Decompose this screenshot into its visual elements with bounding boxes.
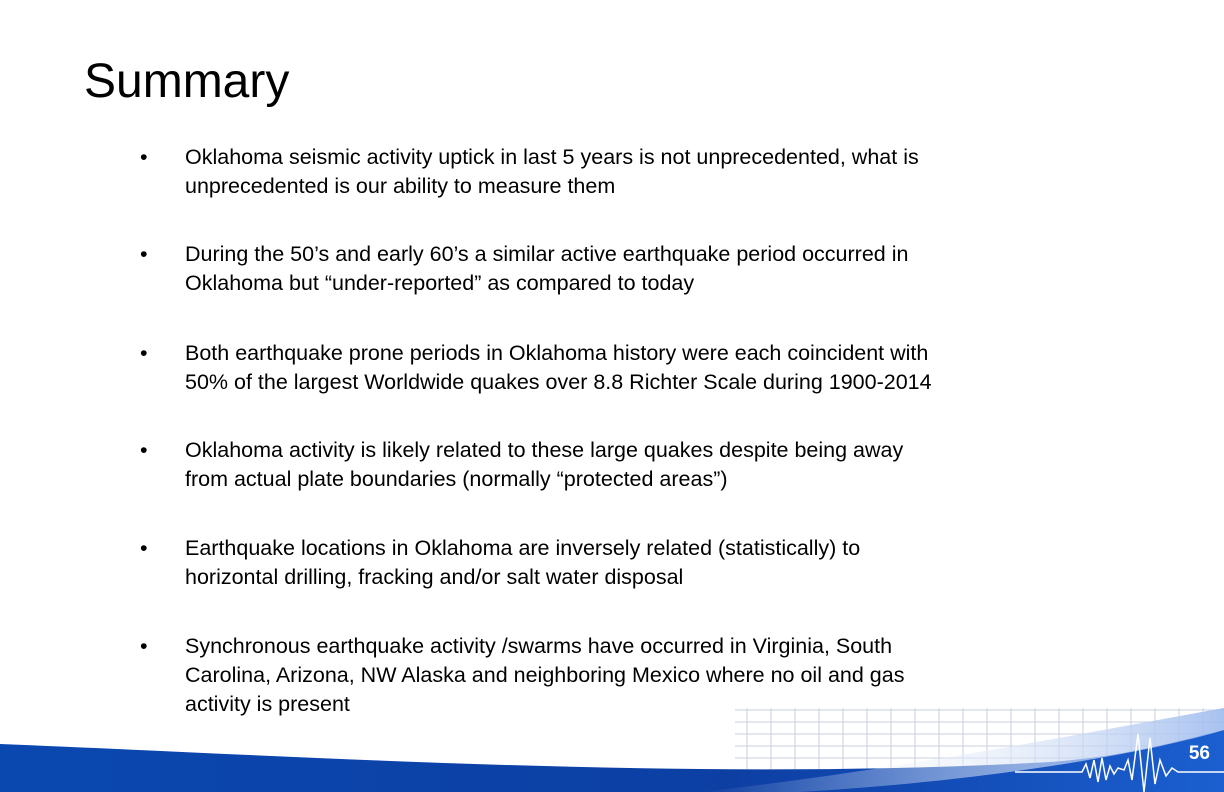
bullet-text: Synchronous earthquake activity /swarms have occurred in Virginia, South Carolina, Arizona, NW Alaska and neighboring Mexico where no oil and gas activity is present xyxy=(185,634,905,716)
bullet-marker: • xyxy=(140,438,148,462)
bullet-marker: • xyxy=(140,341,148,365)
bullet-text: Both earthquake prone periods in Oklahoma history were each coincident with 50% of the largest Worldwide quakes over 8.8 Richter Scale during 1900-2014 xyxy=(185,341,932,394)
bullet-marker: • xyxy=(140,634,148,658)
bullet-text: Earthquake locations in Oklahoma are inversely related (statistically) to horizontal drilling, fracking and/or salt water disposal xyxy=(185,536,861,589)
slide-title: Summary xyxy=(84,55,290,108)
page-number: 56 xyxy=(1188,743,1210,764)
bullet-marker: • xyxy=(140,242,148,266)
bullet-marker: • xyxy=(140,536,148,560)
bullet-text: During the 50’s and early 60’s a similar active earthquake period occurred in Oklahoma but “under-reported” as compared to today xyxy=(185,242,909,295)
footer-decoration xyxy=(0,700,1224,792)
bullet-text: Oklahoma activity is likely related to these large quakes despite being away from actual plate boundaries (normally “protected areas”) xyxy=(185,438,904,491)
bullet-marker: • xyxy=(140,145,148,169)
bullet-text: Oklahoma seismic activity uptick in last 5 years is not unprecedented, what is unprecedented is our ability to measure them xyxy=(185,145,919,198)
